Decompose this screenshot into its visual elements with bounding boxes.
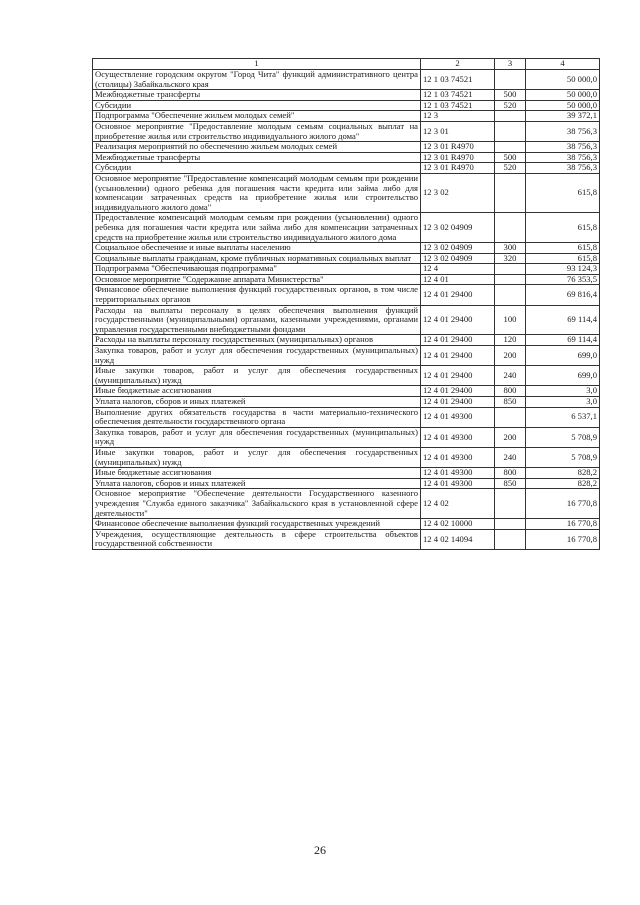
code-cell: 12 4 01 49300 [421,447,495,467]
amount-cell: 38 756,3 [526,163,600,174]
name-cell: Уплата налогов, сборов и иных платежей [93,478,421,489]
table-row [93,264,600,275]
name-cell: Иные закупки товаров, работ и услуг для обеспечения государственных (муниципальных) нужд [93,366,421,386]
name-cell: Предоставление компенсаций молодым семьям при рождении (усыновлении) одного ребенка для погашения части кредита или займа либо для компенсации затраченных средств на приобретение жилья или строительство индивидуального жилого дома [93,213,421,243]
amount-cell: 50 000,0 [526,70,600,90]
vr-cell [495,285,526,305]
code-cell: 12 3 01 R4970 [421,142,495,153]
code-cell: 12 4 01 29400 [421,386,495,397]
amount-cell: 39 372,1 [526,111,600,122]
header-cell-vr: 3 [495,59,526,70]
table-row [93,407,600,427]
vr-cell: 850 [495,397,526,408]
vr-cell [495,529,526,549]
code-cell: 12 3 02 04909 [421,253,495,264]
amount-cell: 615,8 [526,243,600,254]
code-cell: 12 4 01 49300 [421,407,495,427]
table-row [93,305,600,335]
name-cell: Уплата налогов, сборов и иных платежей [93,397,421,408]
name-cell: Учреждения, осуществляющие деятельность в сфере строительства объектов государственной собственности [93,529,421,549]
vr-cell: 800 [495,468,526,479]
table-row [93,213,600,243]
name-cell: Субсидии [93,163,421,174]
code-cell: 12 3 01 [421,121,495,141]
name-cell: Подпрограмма "Обеспечивающая подпрограмма" [93,264,421,275]
table-body [93,70,600,550]
vr-cell [495,519,526,530]
table-row [93,468,600,479]
amount-cell: 93 124,3 [526,264,600,275]
table-row [93,346,600,366]
vr-cell [495,111,526,122]
name-cell: Иные закупки товаров, работ и услуг для обеспечения государственных (муниципальных) нужд [93,447,421,467]
vr-cell [495,142,526,153]
code-cell: 12 3 01 R4970 [421,163,495,174]
name-cell: Основное мероприятие "Обеспечение деятельности Государственного казенного учреждения "Служба единого заказчика" Забайкальского края в установленной сфере деятельности" [93,489,421,519]
name-cell: Социальное обеспечение и иные выплаты населению [93,243,421,254]
page-number: 26 [314,843,326,857]
table-row [93,519,600,530]
name-cell: Основное мероприятие "Содержание аппарата Министерства" [93,274,421,285]
vr-cell [495,70,526,90]
amount-cell: 76 353,5 [526,274,600,285]
code-cell: 12 4 02 14094 [421,529,495,549]
vr-cell: 850 [495,478,526,489]
name-cell: Социальные выплаты гражданам, кроме публичных нормативных социальных выплат [93,253,421,264]
amount-cell: 69 816,4 [526,285,600,305]
code-cell: 12 3 02 [421,173,495,212]
vr-cell [495,274,526,285]
amount-cell: 50 000,0 [526,90,600,101]
vr-cell: 500 [495,152,526,163]
amount-cell: 615,8 [526,213,600,243]
vr-cell [495,489,526,519]
vr-cell: 500 [495,90,526,101]
amount-cell: 69 114,4 [526,305,600,335]
vr-cell [495,407,526,427]
name-cell: Финансовое обеспечение выполнения функций государственных учреждений [93,519,421,530]
amount-cell: 615,8 [526,173,600,212]
code-cell: 12 4 01 49300 [421,478,495,489]
name-cell: Субсидии [93,100,421,111]
amount-cell: 38 756,3 [526,121,600,141]
vr-cell: 100 [495,305,526,335]
amount-cell: 615,8 [526,253,600,264]
amount-cell: 16 770,8 [526,489,600,519]
vr-cell: 520 [495,163,526,174]
code-cell: 12 4 01 29400 [421,397,495,408]
vr-cell: 320 [495,253,526,264]
code-cell: 12 4 01 29400 [421,366,495,386]
table-row [93,397,600,408]
code-cell: 12 3 01 R4970 [421,152,495,163]
table-row [93,447,600,467]
amount-cell: 3,0 [526,397,600,408]
vr-cell: 200 [495,427,526,447]
header-cell-code: 2 [421,59,495,70]
name-cell: Осуществление городским округом "Город Чита" функций административного центра (столицы) Забайкальского края [93,70,421,90]
amount-cell: 5 708,9 [526,447,600,467]
amount-cell: 38 756,3 [526,142,600,153]
code-cell: 12 1 03 74521 [421,70,495,90]
name-cell: Реализация мероприятий по обеспечению жильем молодых семей [93,142,421,153]
vr-cell [495,264,526,275]
vr-cell [495,173,526,212]
code-cell: 12 4 02 [421,489,495,519]
code-cell: 12 4 01 49300 [421,468,495,479]
code-cell: 12 4 [421,264,495,275]
code-cell: 12 4 01 29400 [421,285,495,305]
table-row [93,121,600,141]
table-row [93,100,600,111]
name-cell: Иные бюджетные ассигнования [93,468,421,479]
table-row [93,427,600,447]
name-cell: Выполнение других обязательств государства в части материально-технического обеспечения деятельности государственного органа [93,407,421,427]
vr-cell: 240 [495,447,526,467]
table-row [93,285,600,305]
amount-cell: 828,2 [526,468,600,479]
name-cell: Финансовое обеспечение выполнения функций государственных органов, в том числе территориальных органов [93,285,421,305]
vr-cell [495,121,526,141]
name-cell: Закупка товаров, работ и услуг для обеспечения государственных (муниципальных) нужд [93,427,421,447]
table-row [93,163,600,174]
code-cell: 12 4 01 [421,274,495,285]
vr-cell [495,213,526,243]
code-cell: 12 4 01 29400 [421,335,495,346]
amount-cell: 699,0 [526,346,600,366]
amount-cell: 69 114,4 [526,335,600,346]
name-cell: Межбюджетные трансферты [93,152,421,163]
code-cell: 12 4 02 10000 [421,519,495,530]
vr-cell: 200 [495,346,526,366]
table-row [93,142,600,153]
name-cell: Расходы на выплаты персоналу в целях обеспечения выполнения функций государственными (муниципальными) органами, казенными учреждениями, органами управления государственными внебюджетными фондами [93,305,421,335]
amount-cell: 5 708,9 [526,427,600,447]
name-cell: Расходы на выплаты персоналу государственных (муниципальных) органов [93,335,421,346]
code-cell: 12 4 01 49300 [421,427,495,447]
header-cell-amount: 4 [526,59,600,70]
name-cell: Иные бюджетные ассигнования [93,386,421,397]
table-row [93,253,600,264]
amount-cell: 38 756,3 [526,152,600,163]
vr-cell: 120 [495,335,526,346]
code-cell: 12 4 01 29400 [421,305,495,335]
code-cell: 12 1 03 74521 [421,100,495,111]
name-cell: Межбюджетные трансферты [93,90,421,101]
name-cell: Закупка товаров, работ и услуг для обеспечения государственных (муниципальных) нужд [93,346,421,366]
amount-cell: 50 000,0 [526,100,600,111]
amount-cell: 699,0 [526,366,600,386]
amount-cell: 828,2 [526,478,600,489]
table-row [93,529,600,549]
table-row [93,152,600,163]
vr-cell: 240 [495,366,526,386]
name-cell: Подпрограмма "Обеспечение жильем молодых семей" [93,111,421,122]
table-row [93,90,600,101]
name-cell: Основное мероприятие "Предоставление компенсаций молодым семьям при рождении (усыновлении) одного ребенка для погашения части кредита или займа либо для компенсации затраченных средств на приобретение жилья или строительство индивидуального жилого дома" [93,173,421,212]
vr-cell: 300 [495,243,526,254]
amount-cell: 16 770,8 [526,519,600,530]
table-row [93,386,600,397]
table-row [93,274,600,285]
code-cell: 12 3 [421,111,495,122]
name-cell: Основное мероприятие "Предоставление молодым семьям социальных выплат на приобретение жилья или строительство индивидуального жилого дома" [93,121,421,141]
table-row [93,243,600,254]
vr-cell: 800 [495,386,526,397]
code-cell: 12 4 01 29400 [421,346,495,366]
table-row [93,478,600,489]
vr-cell: 520 [495,100,526,111]
code-cell: 12 1 03 74521 [421,90,495,101]
amount-cell: 3,0 [526,386,600,397]
amount-cell: 16 770,8 [526,529,600,549]
table-row [93,489,600,519]
table-row [93,366,600,386]
header-cell-name: 1 [93,59,421,70]
table-row [93,335,600,346]
code-cell: 12 3 02 04909 [421,213,495,243]
table-row [93,70,600,90]
code-cell: 12 3 02 04909 [421,243,495,254]
table-row [93,111,600,122]
table-row [93,173,600,212]
amount-cell: 6 537,1 [526,407,600,427]
header-row [93,59,600,70]
budget-table [92,58,600,550]
